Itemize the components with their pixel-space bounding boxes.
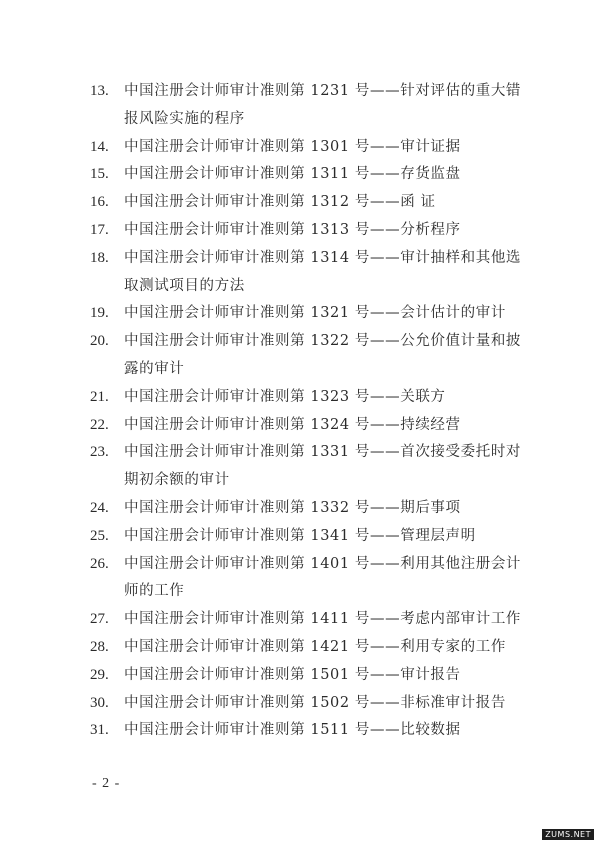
item-number: 21. bbox=[90, 388, 109, 405]
item-text: 中国注册会计师审计准则第 1324 号——持续经营 bbox=[124, 416, 461, 433]
list-item bbox=[90, 606, 530, 634]
item-text: 中国注册会计师审计准则第 1332 号——期后事项 bbox=[124, 499, 461, 516]
item-number: 25. bbox=[90, 527, 109, 544]
item-text: 中国注册会计师审计准则第 1323 号——关联方 bbox=[124, 388, 446, 405]
item-number: 29. bbox=[90, 666, 109, 683]
item-text: 中国注册会计师审计准则第 1502 号——非标准审计报告 bbox=[124, 694, 506, 711]
list-item bbox=[90, 245, 530, 301]
item-number: 24. bbox=[90, 499, 109, 516]
item-number: 16. bbox=[90, 194, 109, 211]
item-text: 中国注册会计师审计准则第 1322 号——公允价值计量和披露的审计 bbox=[124, 333, 522, 377]
standards-list bbox=[90, 78, 530, 745]
item-text: 中国注册会计师审计准则第 1314 号——审计抽样和其他选取测试项目的方法 bbox=[124, 249, 522, 294]
item-number: 18. bbox=[90, 249, 109, 266]
page-number: - 2 - bbox=[92, 776, 121, 791]
item-text: 中国注册会计师审计准则第 1321 号——会计估计的审计 bbox=[124, 305, 506, 322]
item-number: 17. bbox=[90, 221, 109, 238]
item-text: 中国注册会计师审计准则第 1421 号——利用专家的工作 bbox=[124, 638, 506, 655]
list-item bbox=[90, 134, 530, 162]
item-number: 20. bbox=[90, 333, 109, 350]
list-item bbox=[90, 717, 530, 745]
list-item bbox=[90, 189, 530, 217]
item-text: 中国注册会计师审计准则第 1311 号——存货监盘 bbox=[124, 166, 461, 183]
list-item bbox=[90, 300, 530, 328]
item-number: 23. bbox=[90, 444, 109, 461]
list-item bbox=[90, 384, 530, 412]
list-item bbox=[90, 495, 530, 523]
list-item bbox=[90, 662, 530, 690]
item-text: 中国注册会计师审计准则第 1501 号——审计报告 bbox=[124, 666, 461, 683]
item-text: 中国注册会计师审计准则第 1231 号——针对评估的重大错报风险实施的程序 bbox=[124, 83, 522, 127]
item-text: 中国注册会计师审计准则第 1331 号——首次接受委托时对期初余额的审计 bbox=[124, 444, 522, 489]
item-number: 30. bbox=[90, 694, 109, 711]
item-text: 中国注册会计师审计准则第 1341 号——管理层声明 bbox=[124, 527, 476, 544]
item-number: 22. bbox=[90, 416, 109, 433]
list-item bbox=[90, 412, 530, 440]
item-text: 中国注册会计师审计准则第 1411 号——考虑内部审计工作 bbox=[124, 611, 522, 628]
item-number: 28. bbox=[90, 638, 109, 655]
item-number: 26. bbox=[90, 555, 109, 572]
list-item bbox=[90, 78, 530, 134]
item-number: 14. bbox=[90, 138, 109, 155]
item-number: 13. bbox=[90, 83, 109, 99]
item-text: 中国注册会计师审计准则第 1401 号——利用其他注册会计师的工作 bbox=[124, 555, 522, 600]
list-item bbox=[90, 328, 530, 384]
item-text: 中国注册会计师审计准则第 1312 号——函 证 bbox=[124, 194, 436, 211]
item-number: 15. bbox=[90, 166, 109, 183]
item-text: 中国注册会计师审计准则第 1511 号——比较数据 bbox=[124, 722, 461, 739]
list-item bbox=[90, 217, 530, 245]
item-number: 31. bbox=[90, 722, 109, 739]
list-item bbox=[90, 523, 530, 551]
list-item bbox=[90, 551, 530, 607]
watermark: ZUMS.NET bbox=[542, 829, 594, 840]
list-item bbox=[90, 439, 530, 495]
list-item bbox=[90, 690, 530, 718]
list-item bbox=[90, 161, 530, 189]
item-number: 27. bbox=[90, 611, 109, 628]
list-item bbox=[90, 634, 530, 662]
item-text: 中国注册会计师审计准则第 1301 号——审计证据 bbox=[124, 138, 461, 155]
item-text: 中国注册会计师审计准则第 1313 号——分析程序 bbox=[124, 221, 461, 238]
item-number: 19. bbox=[90, 305, 109, 322]
